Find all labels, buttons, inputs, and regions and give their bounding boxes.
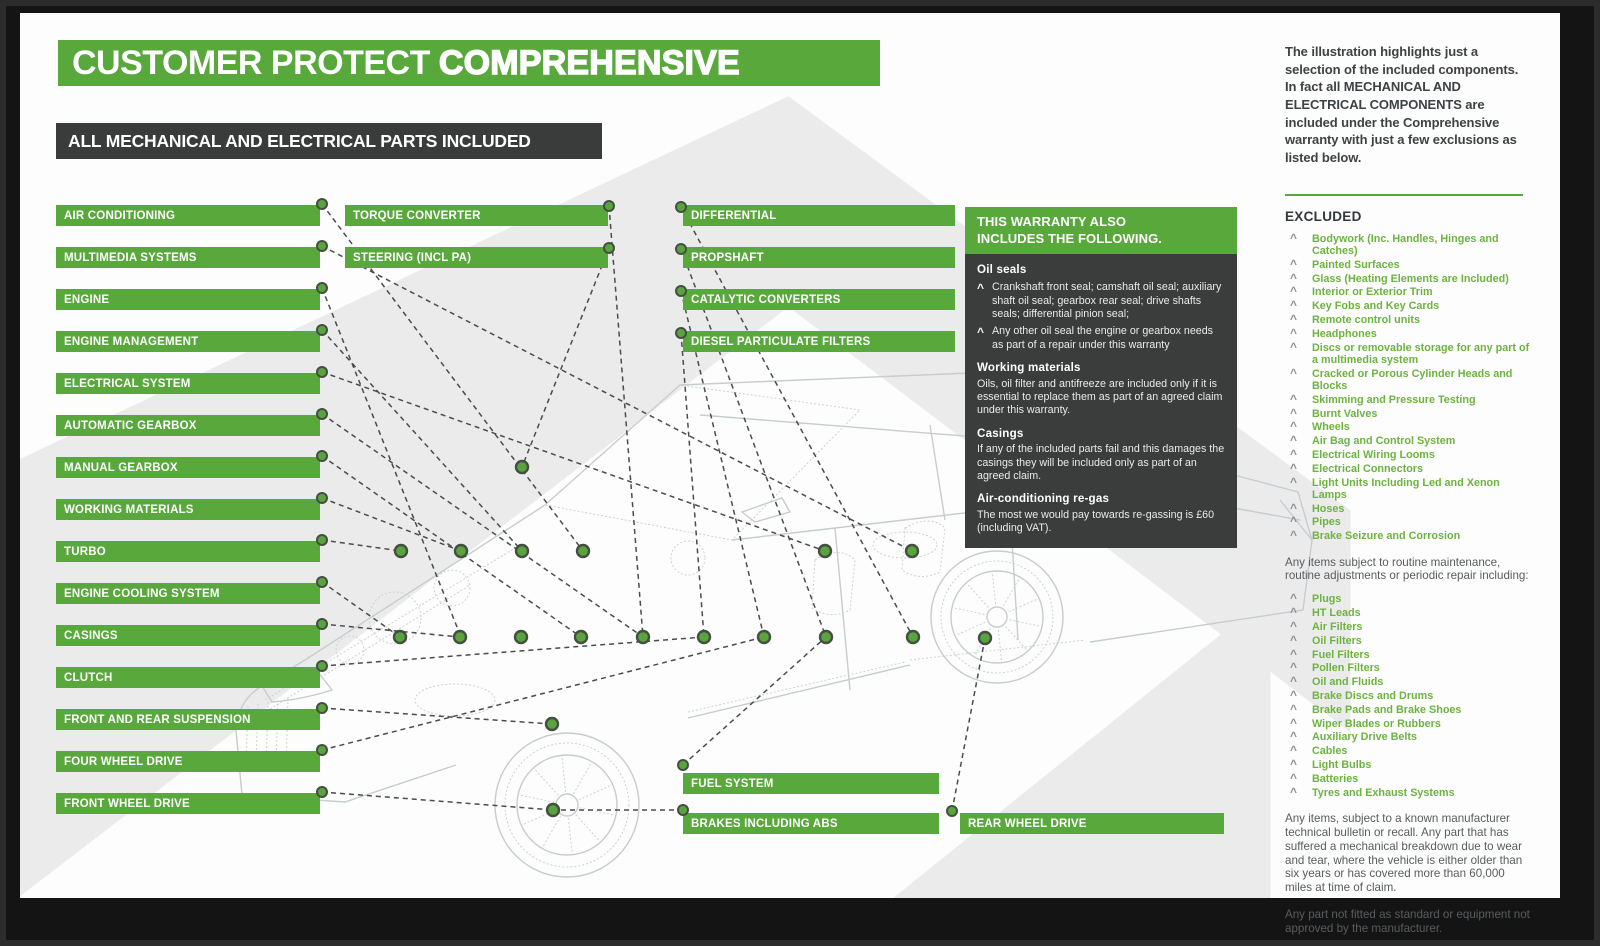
label-connector-dot <box>676 328 686 338</box>
panel-section-heading: Oil seals <box>977 262 1027 276</box>
part-label-electrical-system: ELECTRICAL SYSTEM <box>56 373 320 394</box>
part-label-air-conditioning: AIR CONDITIONING <box>56 205 320 226</box>
part-label-front-and-rear-suspension: FRONT AND REAR SUSPENSION <box>56 709 320 730</box>
part-label-turbo: TURBO <box>56 541 320 562</box>
caret-bullet-icon: ^ <box>1290 325 1298 340</box>
car-connector-dot <box>516 545 528 557</box>
car-connector-dot <box>979 632 991 644</box>
car-connector-dot <box>758 631 770 643</box>
part-label-engine: ENGINE <box>56 289 320 310</box>
car-connector-dot <box>515 631 527 643</box>
caret-bullet-icon: ^ <box>977 281 985 296</box>
caret-bullet-icon: ^ <box>1290 743 1298 758</box>
panel-section-body: The most we would pay towards re-gassing is £60 (including VAT). <box>977 508 1215 535</box>
list-item-plugs: ^ Plugs <box>1290 591 1342 606</box>
label-connector-dot <box>604 201 614 211</box>
part-label-diesel-particulate-filters: DIESEL PARTICULATE FILTERS <box>683 331 955 352</box>
list-item-pipes: ^ Pipes <box>1290 514 1341 529</box>
label-connector-dot <box>676 202 686 212</box>
list-item-air-filters: ^ Air Filters <box>1290 618 1363 633</box>
caret-bullet-icon: ^ <box>1290 715 1298 730</box>
subtitle-bar: ALL MECHANICAL AND ELECTRICAL PARTS INCLUDED <box>56 123 602 159</box>
label-connector-dot <box>317 787 327 797</box>
caret-bullet-icon: ^ <box>1290 256 1298 271</box>
part-label-front-wheel-drive: FRONT WHEEL DRIVE <box>56 793 320 814</box>
caret-bullet-icon: ^ <box>1290 500 1298 515</box>
list-item-fuel-filters: ^ Fuel Filters <box>1290 646 1370 661</box>
routine-list <box>1285 593 1532 798</box>
car-connector-dot <box>394 631 406 643</box>
list-item-pollen-filters: ^ Pollen Filters <box>1290 660 1380 675</box>
label-connector-dot <box>947 806 957 816</box>
label-connector-dot <box>317 367 327 377</box>
label-connector-dot <box>317 325 327 335</box>
part-label-differential: DIFFERENTIAL <box>683 205 955 226</box>
part-label-catalytic-converters: CATALYTIC CONVERTERS <box>683 289 955 310</box>
part-label-steering-incl-pa: STEERING (INCL PA) <box>345 247 608 268</box>
label-connector-dot <box>317 535 327 545</box>
car-connector-dot <box>577 545 589 557</box>
caret-bullet-icon: ^ <box>1290 419 1298 434</box>
caret-bullet-icon: ^ <box>1290 460 1298 475</box>
list-item-air-bag-and-control-system: ^ Air Bag and Control System <box>1290 433 1456 448</box>
label-connector-dot <box>317 703 327 713</box>
car-connector-dot <box>575 631 587 643</box>
part-label-rear-wheel-drive: REAR WHEEL DRIVE <box>960 813 1224 834</box>
caret-bullet-icon: ^ <box>1290 674 1298 689</box>
routine-text: Any items subject to routine maintenance, routine adjustments or periodic repair including: <box>1285 555 1529 583</box>
caret-bullet-icon: ^ <box>1290 687 1298 702</box>
car-connector-dot <box>546 718 558 730</box>
caret-bullet-icon: ^ <box>1290 632 1298 647</box>
panel-section-heading: Air-conditioning re-gas <box>977 492 1110 506</box>
list-item-brake-discs-and-drums: ^ Brake Discs and Drums <box>1290 687 1434 702</box>
car-connector-dot <box>819 545 831 557</box>
car-connector-dot <box>516 461 528 473</box>
list-item-wheels: ^ Wheels <box>1290 419 1350 434</box>
caret-bullet-icon: ^ <box>1290 528 1298 543</box>
part-label-torque-converter: TORQUE CONVERTER <box>345 205 608 226</box>
list-item-skimming-and-pressure-testing: ^ Skimming and Pressure Testing <box>1290 391 1476 406</box>
caret-bullet-icon: ^ <box>1290 405 1298 420</box>
list-item-headphones: ^ Headphones <box>1290 325 1377 340</box>
car-connector-dot <box>455 545 467 557</box>
label-connector-dot <box>317 661 327 671</box>
part-label-clutch: CLUTCH <box>56 667 320 688</box>
label-connector-dot <box>317 409 327 419</box>
list-item-brake-seizure-and-corrosion: ^ Brake Seizure and Corrosion <box>1290 528 1461 543</box>
label-connector-dot <box>678 805 688 815</box>
list-item-oil-and-fluids: ^ Oil and Fluids <box>1290 674 1384 689</box>
sidebar-divider <box>1285 194 1523 196</box>
panel-section-body: If any of the included parts fail and this damages the casings they will be included only as part of an agreed claim. <box>977 443 1225 482</box>
label-connector-dot <box>317 493 327 503</box>
car-connector-dot <box>906 545 918 557</box>
list-item-remote-control-units: ^ Remote control units <box>1290 311 1420 326</box>
label-connector-dot <box>317 619 327 629</box>
caret-bullet-icon: ^ <box>1290 339 1298 354</box>
footer-paragraph-2: Any part not fitted as standard or equipment not approved by the manufacturer. <box>1285 908 1530 936</box>
part-label-brakes-including-abs: BRAKES INCLUDING ABS <box>683 813 939 834</box>
list-item-batteries: ^ Batteries <box>1290 770 1359 785</box>
label-connector-dot <box>317 283 327 293</box>
list-item-interior-or-exterior-trim: ^ Interior or Exterior Trim <box>1290 284 1433 299</box>
sidebar-intro: The illustration highlights just a selection of the included components. In fact all MECHANICAL AND ELECTRICAL COMPONENTS are included under the Comprehensive warranty with just a few exclusions as listed below. <box>1285 44 1519 166</box>
label-connector-dot <box>604 243 614 253</box>
caret-bullet-icon: ^ <box>1290 770 1298 785</box>
caret-bullet-icon: ^ <box>1290 433 1298 448</box>
part-label-casings: CASINGS <box>56 625 320 646</box>
car-connector-dot <box>698 631 710 643</box>
label-connector-dot <box>676 286 686 296</box>
part-label-engine-cooling-system: ENGINE COOLING SYSTEM <box>56 583 320 604</box>
part-label-engine-management: ENGINE MANAGEMENT <box>56 331 320 352</box>
list-item-cables: ^ Cables <box>1290 743 1348 758</box>
list-item-bodywork-inc-handles-hinges-and-catches: ^ Bodywork (Inc. Handles, Hinges and Catches) <box>1290 230 1499 257</box>
list-item-wiper-blades-or-rubbers: ^ Wiper Blades or Rubbers <box>1290 715 1441 730</box>
list-item-oil-filters: ^ Oil Filters <box>1290 632 1362 647</box>
caret-bullet-icon: ^ <box>1290 391 1298 406</box>
caret-bullet-icon: ^ <box>1290 230 1298 245</box>
poster-page <box>20 13 1560 936</box>
excluded-heading: EXCLUDED <box>1285 208 1362 224</box>
car-connector-dot <box>454 631 466 643</box>
caret-bullet-icon: ^ <box>1290 646 1298 661</box>
panel-bullet: ^ Crankshaft front seal; camshaft oil seal; auxiliary shaft oil seal; gearbox rear seal; drive shafts seals; differential pinion seal; <box>977 281 1222 321</box>
panel-header-line2: INCLUDES THE FOLLOWING. <box>977 230 1163 246</box>
caret-bullet-icon: ^ <box>1290 270 1298 285</box>
caret-bullet-icon: ^ <box>1290 311 1298 326</box>
caret-bullet-icon: ^ <box>1290 729 1298 744</box>
car-connector-dot <box>547 804 559 816</box>
caret-bullet-icon: ^ <box>1290 756 1298 771</box>
title-regular: CUSTOMER PROTECT <box>72 43 430 82</box>
caret-bullet-icon: ^ <box>1290 298 1298 313</box>
caret-bullet-icon: ^ <box>1290 605 1298 620</box>
exclusions-sidebar <box>1285 43 1532 946</box>
car-connector-dot <box>907 631 919 643</box>
caret-bullet-icon: ^ <box>1290 446 1298 461</box>
part-label-automatic-gearbox: AUTOMATIC GEARBOX <box>56 415 320 436</box>
caret-bullet-icon: ^ <box>1290 618 1298 633</box>
list-item-discs-or-removable-storage-for-any-part-of-a-multimedia-system: ^ Discs or removable storage for any part of a multimedia system <box>1290 339 1530 366</box>
list-item-cracked-or-porous-cylinder-heads-and-blocks: ^ Cracked or Porous Cylinder Heads and Blocks <box>1290 365 1513 392</box>
part-label-propshaft: PROPSHAFT <box>683 247 955 268</box>
list-item-burnt-valves: ^ Burnt Valves <box>1290 405 1378 420</box>
list-item-light-bulbs: ^ Light Bulbs <box>1290 756 1372 771</box>
panel-bullet: ^ Any other oil seal the engine or gearbox needs as part of a repair under this warranty <box>977 325 1214 351</box>
caret-bullet-icon: ^ <box>1290 474 1298 489</box>
caret-bullet-icon: ^ <box>1290 365 1298 380</box>
label-connector-dot <box>317 199 327 209</box>
label-connector-dot <box>317 745 327 755</box>
list-item-hoses: ^ Hoses <box>1290 500 1345 515</box>
caret-bullet-icon: ^ <box>1290 514 1298 529</box>
list-item-glass-heating-elements-are-included: ^ Glass (Heating Elements are Included) <box>1290 270 1509 285</box>
part-label-fuel-system: FUEL SYSTEM <box>683 773 939 794</box>
list-item-painted-surfaces: ^ Painted Surfaces <box>1290 256 1400 271</box>
label-connector-dot <box>317 451 327 461</box>
caret-bullet-icon: ^ <box>1290 701 1298 716</box>
label-connector-dot <box>676 244 686 254</box>
label-connector-dot <box>678 760 688 770</box>
part-label-multimedia-systems: MULTIMEDIA SYSTEMS <box>56 247 320 268</box>
footer-paragraph-1: Any items, subject to a known manufacturer technical bulletin or recall. Any part that has suffered a mechanical breakdown due to wear and tear, where the vehicle is either older than six years or has covered more than 60,000 miles at time of claim. <box>1285 811 1523 895</box>
list-item-electrical-connectors: ^ Electrical Connectors <box>1290 460 1424 475</box>
panel-header-line1: THIS WARRANTY ALSO <box>977 214 1127 229</box>
caret-bullet-icon: ^ <box>1290 284 1298 299</box>
caret-bullet-icon: ^ <box>1290 784 1298 799</box>
panel-section-body: Oils, oil filter and antifreeze are included only if it is essential to replace them as part of an agreed claim under this warranty. <box>977 377 1223 417</box>
list-item-light-units-including-led-and-xenon-lamps: ^ Light Units Including Led and Xenon Lamps <box>1290 474 1500 501</box>
car-connector-dot <box>395 545 407 557</box>
list-item-auxiliary-drive-belts: ^ Auxiliary Drive Belts <box>1290 729 1418 744</box>
list-item-key-fobs-and-key-cards: ^ Key Fobs and Key Cards <box>1290 298 1440 313</box>
list-item-electrical-wiring-looms: ^ Electrical Wiring Looms <box>1290 446 1435 461</box>
part-label-four-wheel-drive: FOUR WHEEL DRIVE <box>56 751 320 772</box>
list-item-brake-pads-and-brake-shoes: ^ Brake Pads and Brake Shoes <box>1290 701 1462 716</box>
panel-section-heading: Working materials <box>977 361 1081 375</box>
list-item-tyres-and-exhaust-systems: ^ Tyres and Exhaust Systems <box>1290 784 1455 799</box>
part-label-working-materials: WORKING MATERIALS <box>56 499 320 520</box>
caret-bullet-icon: ^ <box>1290 660 1298 675</box>
panel-section-heading: Casings <box>977 426 1024 440</box>
caret-bullet-icon: ^ <box>1290 591 1298 606</box>
label-connector-dot <box>317 577 327 587</box>
excluded-list <box>1285 230 1532 543</box>
car-connector-dot <box>637 631 649 643</box>
title-bold: COMPREHENSIVE <box>438 43 740 82</box>
list-item-ht-leads: ^ HT Leads <box>1290 605 1361 620</box>
car-connector-dot <box>820 631 832 643</box>
caret-bullet-icon: ^ <box>977 325 985 340</box>
label-connector-dot <box>317 241 327 251</box>
part-label-manual-gearbox: MANUAL GEARBOX <box>56 457 320 478</box>
